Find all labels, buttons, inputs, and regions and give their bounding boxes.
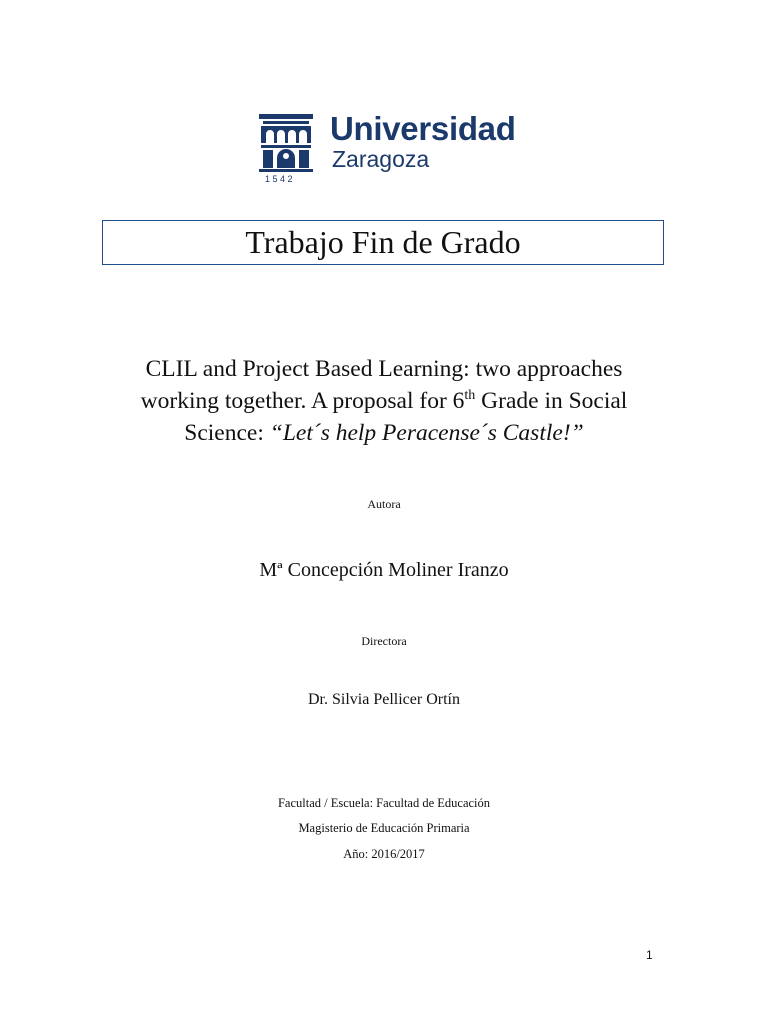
logo-wordmark-zaragoza: Zaragoza (332, 146, 430, 172)
university-emblem-icon (255, 112, 317, 174)
page-number: 1 (646, 948, 653, 962)
author-name: Mª Concepción Moliner Iranzo (259, 559, 509, 581)
thesis-title-line-3 (80, 417, 688, 449)
thesis-title (80, 353, 688, 449)
thesis-title-line-2-end: Grade in Social (475, 388, 628, 414)
degree-line: Magisterio de Educación Primaria (298, 821, 470, 835)
ordinal-suffix: th (464, 388, 476, 404)
logo-wordmark-universidad: Universidad (330, 110, 516, 147)
director-name: Dr. Silvia Pellicer Ortín (308, 691, 460, 708)
thesis-title-line-1: CLIL and Project Based Learning: two approaches (145, 356, 623, 382)
thesis-title-line-2 (80, 385, 688, 417)
university-logo (255, 112, 525, 190)
director-label: Directora (361, 634, 407, 648)
thesis-subtitle-quote: “Let´s help Peracense´s Castle!” (269, 420, 584, 446)
logo-year: 1542 (265, 174, 296, 184)
thesis-title-line-2-start: working together. A proposal for 6 (140, 388, 465, 414)
academic-year-line: Año: 2016/2017 (343, 847, 425, 861)
faculty-line: Facultad / Escuela: Facultad de Educación (277, 796, 491, 810)
thesis-title-line-3-start: Science: (184, 420, 270, 446)
author-label: Autora (367, 497, 401, 511)
document-type-heading: Trabajo Fin de Grado (102, 220, 664, 265)
